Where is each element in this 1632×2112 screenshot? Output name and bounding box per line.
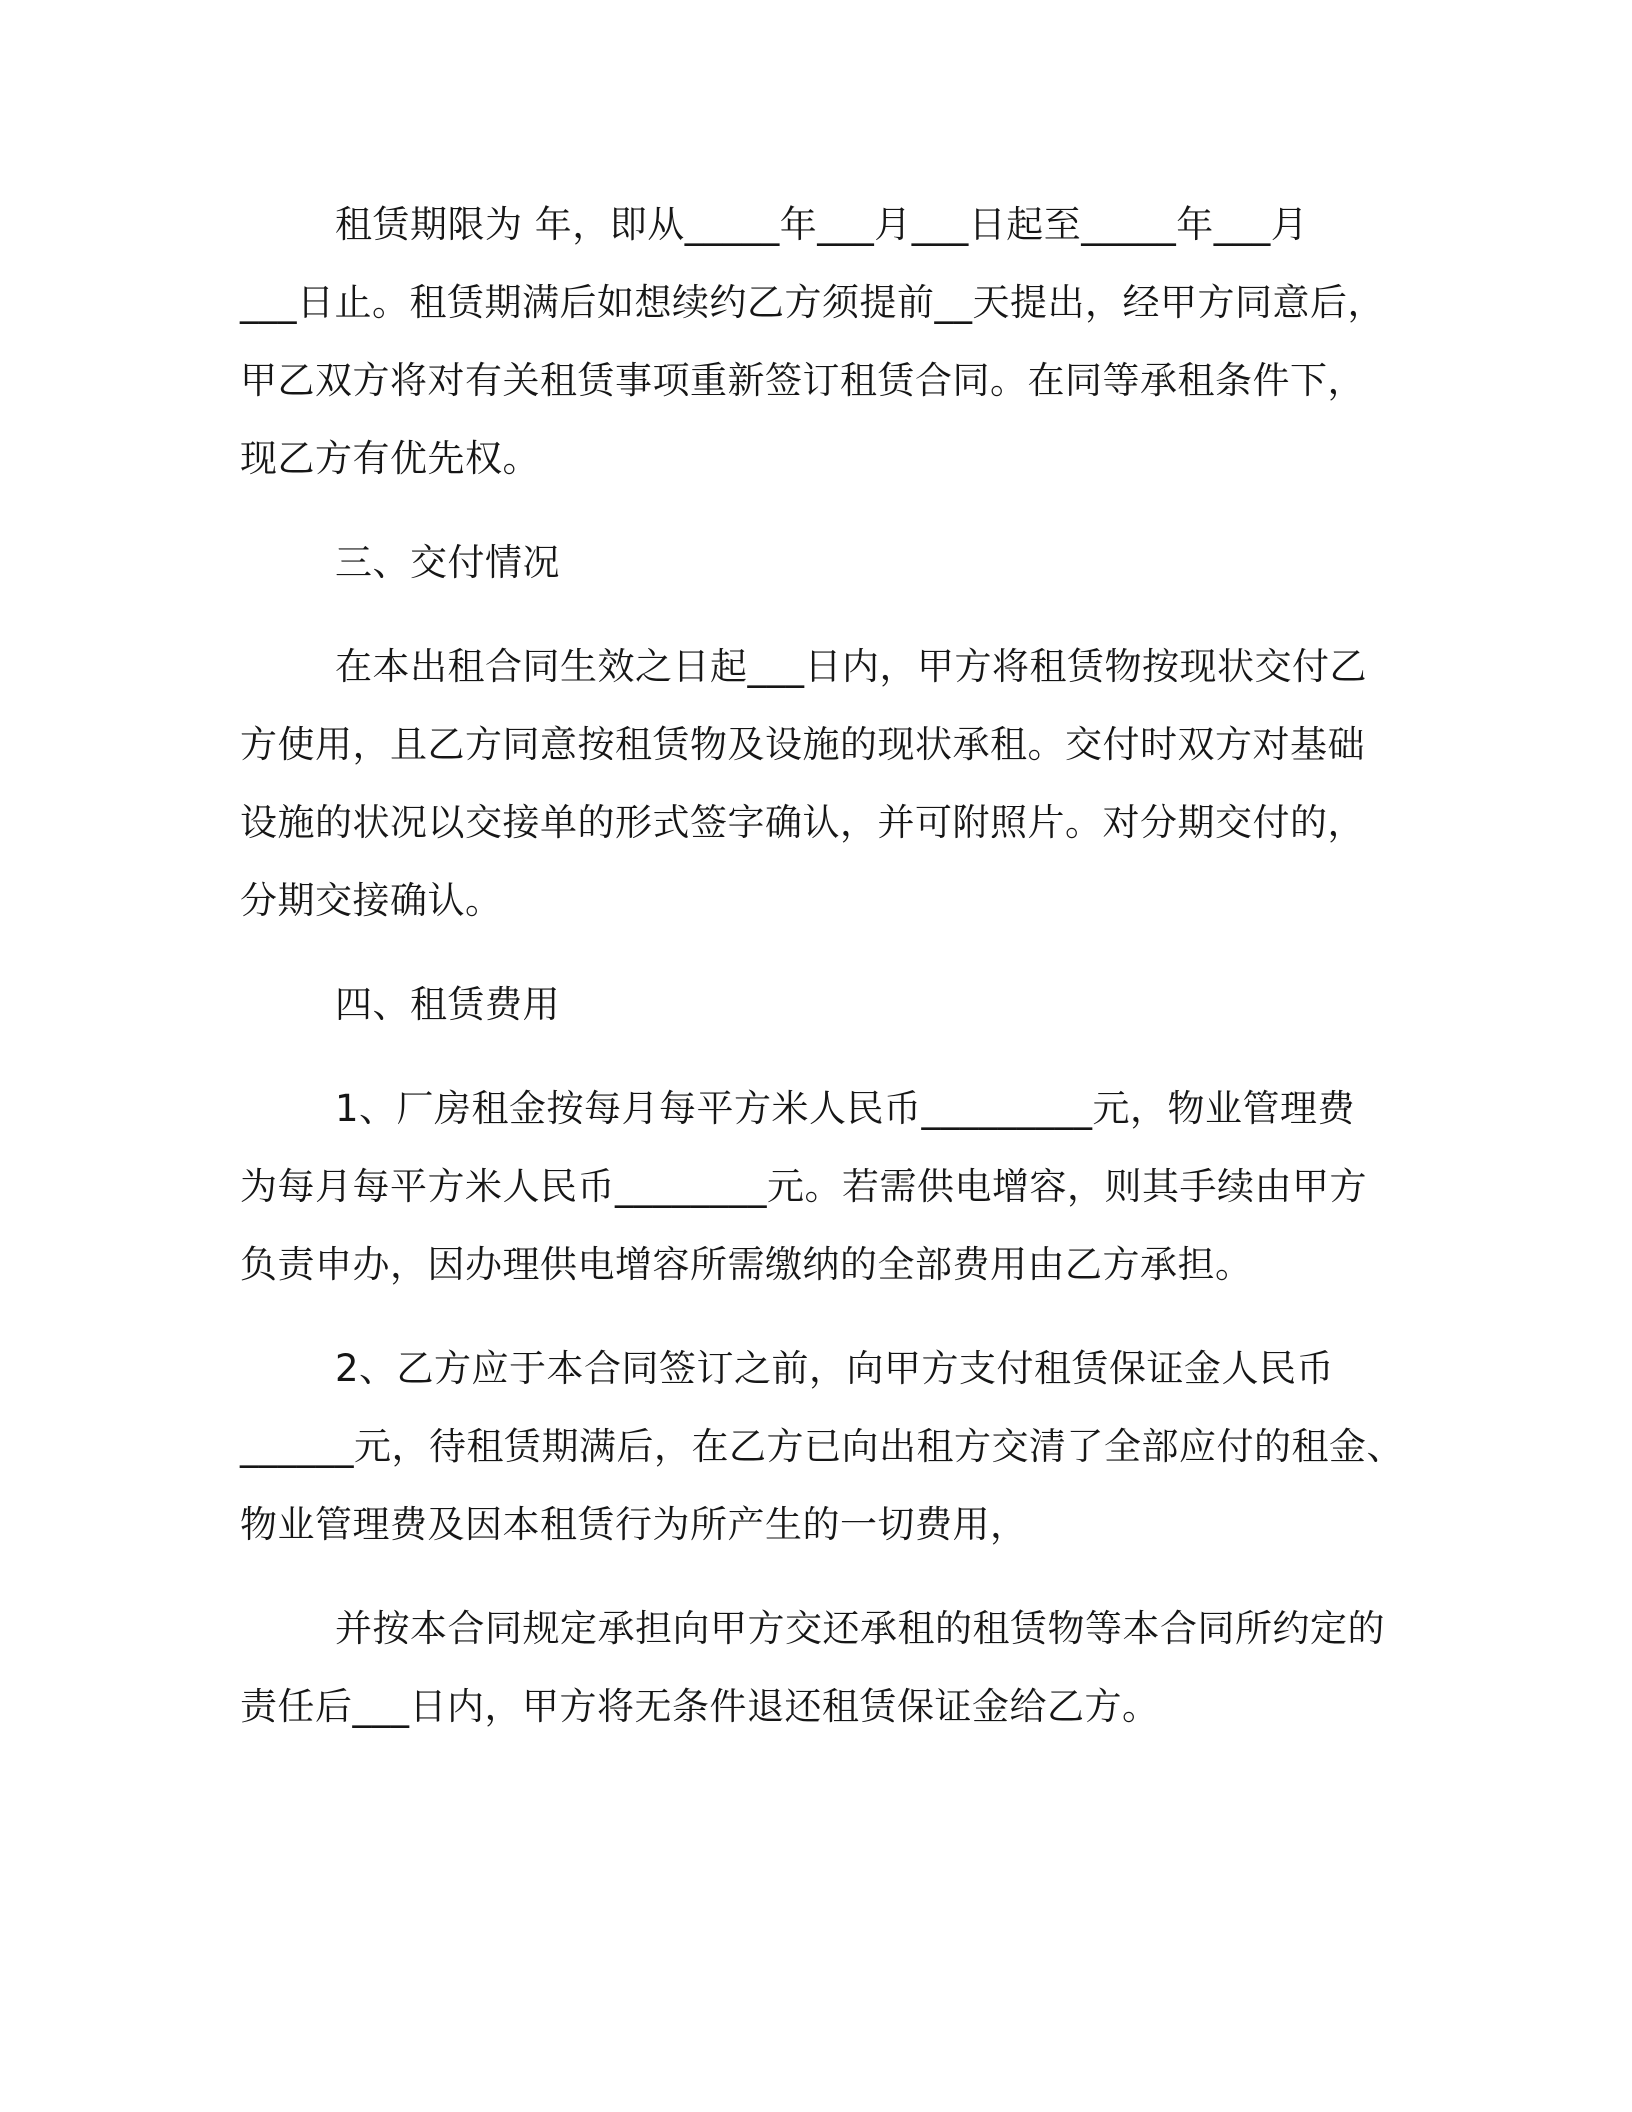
document-page: [240, 186, 1404, 1746]
text-line: 现乙方有优先权。: [240, 437, 540, 480]
delivery-paragraph: [240, 628, 1400, 940]
text-line: 2、乙方应于本合同签订之前，向甲方支付租赁保证金人民币: [335, 1347, 1335, 1390]
text-line: 分期交接确认。: [240, 879, 503, 922]
text-line: 租赁期限为 年，即从_____年___月___日起至_____年___月: [335, 203, 1309, 246]
fee-item-1: [240, 1070, 1400, 1304]
term-paragraph: [240, 186, 1400, 498]
text-line: 为每月每平方米人民币________元。若需供电增容，则其手续由甲方: [240, 1165, 1367, 1208]
text-line: 甲乙双方将对有关租赁事项重新签订租赁合同。在同等承租条件下，: [240, 359, 1365, 402]
deposit-return-paragraph: [240, 1590, 1400, 1746]
fee-item-2: [240, 1330, 1404, 1564]
text-line: 责任后___日内，甲方将无条件退还租赁保证金给乙方。: [240, 1685, 1160, 1728]
section-heading-delivery: 三、交付情况: [335, 541, 560, 584]
text-line: ___日止。租赁期满后如想续约乙方须提前__天提出，经甲方同意后，: [240, 281, 1385, 324]
text-line: 1、厂房租金按每月每平方米人民币_________元，物业管理费: [335, 1087, 1356, 1130]
text-line: 设施的状况以交接单的形式签字确认，并可附照片。对分期交付的，: [240, 801, 1365, 844]
section-heading-fees: 四、租赁费用: [335, 983, 560, 1026]
text-line: 物业管理费及因本租赁行为所产生的一切费用，: [240, 1503, 1028, 1546]
text-line: 在本出租合同生效之日起___日内，甲方将租赁物按现状交付乙: [335, 645, 1367, 688]
text-line: 并按本合同规定承担向甲方交还承租的租赁物等本合同所约定的: [335, 1607, 1385, 1650]
text-line: 负责申办，因办理供电增容所需缴纳的全部费用由乙方承担。: [240, 1243, 1253, 1286]
text-line: ______元，待租赁期满后，在乙方已向出租方交清了全部应付的租金、: [240, 1425, 1404, 1468]
text-line: 方使用，且乙方同意按租赁物及设施的现状承租。交付时双方对基础: [240, 723, 1365, 766]
